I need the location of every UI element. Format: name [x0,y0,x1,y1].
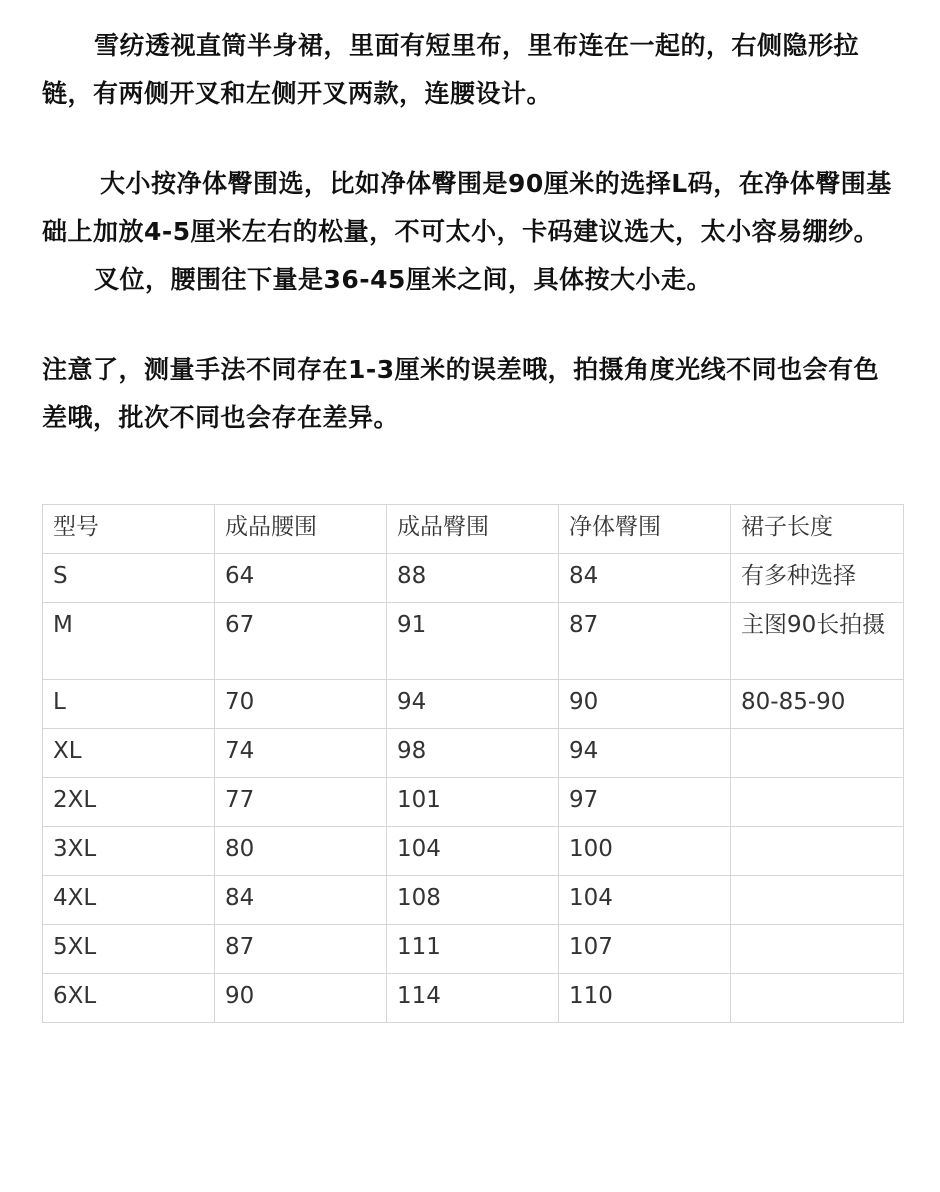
cell-hip: 101 [387,778,559,827]
cell-length [731,876,904,925]
cell-waist: 67 [215,603,387,680]
cell-hip: 108 [387,876,559,925]
table-row [43,876,904,925]
cell-size: 5XL [43,925,215,974]
cell-length [731,925,904,974]
description-block [42,22,902,442]
cell-body-hip: 104 [559,876,731,925]
header-length: 裙子长度 [731,505,904,554]
product-description: 雪纺透视直筒半身裙，里面有短里布，里布连在一起的，右侧隐形拉链，有两侧开叉和左侧开叉两款，连腰设计。 [42,31,860,108]
cell-length [731,778,904,827]
cell-waist: 77 [215,778,387,827]
spacer [42,304,902,346]
cell-length [731,729,904,778]
cell-length: 有多种选择 [731,554,904,603]
size-guide-text: 大小按净体臀围选，比如净体臀围是90厘米的选择L码，在净体臀围基础上加放4-5厘米左右的松量，不可太小，卡码建议选大，太小容易绷纱。 [42,169,892,246]
cell-size: S [43,554,215,603]
notice-text: 注意了，测量手法不同存在1-3厘米的误差哦，拍摄角度光线不同也会有色差哦，批次不同也会存在差异。 [42,355,880,432]
cell-size: 2XL [43,778,215,827]
cell-length [731,827,904,876]
cell-waist: 90 [215,974,387,1023]
table-row [43,925,904,974]
cell-waist: 70 [215,680,387,729]
cell-body-hip: 90 [559,680,731,729]
spacer [42,118,902,160]
cell-size: 3XL [43,827,215,876]
cell-size: XL [43,729,215,778]
header-size: 型号 [43,505,215,554]
cell-body-hip: 87 [559,603,731,680]
cell-body-hip: 97 [559,778,731,827]
cell-length: 80-85-90 [731,680,904,729]
cell-size: L [43,680,215,729]
table-row [43,778,904,827]
cell-waist: 74 [215,729,387,778]
cell-waist: 80 [215,827,387,876]
header-body-hip: 净体臀围 [559,505,731,554]
cell-hip: 98 [387,729,559,778]
cell-body-hip: 107 [559,925,731,974]
cell-hip: 111 [387,925,559,974]
table-row [43,554,904,603]
cell-waist: 84 [215,876,387,925]
cell-size: 6XL [43,974,215,1023]
cell-size: M [43,603,215,680]
header-hip: 成品臀围 [387,505,559,554]
cell-body-hip: 100 [559,827,731,876]
cell-size: 4XL [43,876,215,925]
cell-body-hip: 94 [559,729,731,778]
header-waist: 成品腰围 [215,505,387,554]
cell-body-hip: 110 [559,974,731,1023]
table-row [43,827,904,876]
cell-hip: 104 [387,827,559,876]
cell-hip: 88 [387,554,559,603]
cell-length [731,974,904,1023]
size-chart-table [42,504,904,1023]
cell-hip: 94 [387,680,559,729]
cell-body-hip: 84 [559,554,731,603]
table-row [43,680,904,729]
cell-waist: 64 [215,554,387,603]
cell-hip: 114 [387,974,559,1023]
cell-waist: 87 [215,925,387,974]
cell-hip: 91 [387,603,559,680]
table-row [43,603,904,680]
table-header-row [43,505,904,554]
table-row [43,974,904,1023]
table-row [43,729,904,778]
cell-length: 主图90长拍摄 [731,603,904,680]
slit-position-text: 叉位，腰围往下量是36-45厘米之间，具体按大小走。 [94,265,712,294]
